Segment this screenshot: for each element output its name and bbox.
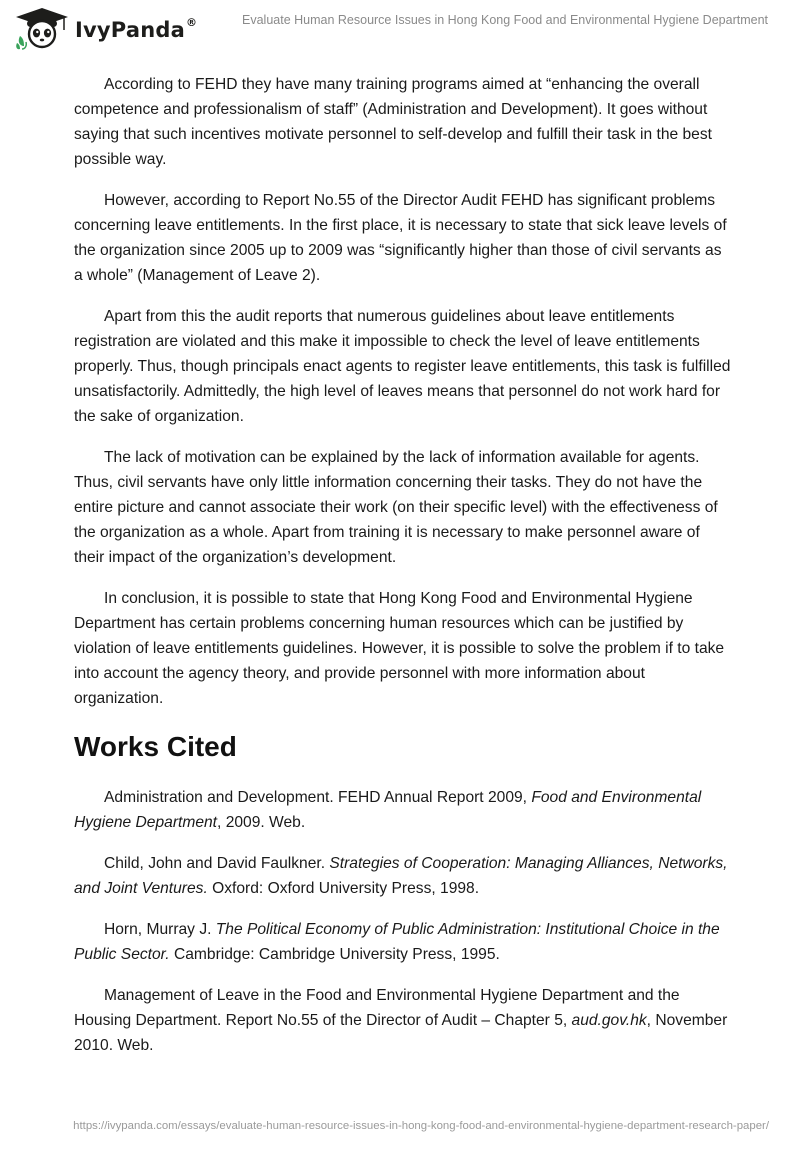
- citation-entry: Management of Leave in the Food and Environmental Hygiene Department and the Housing Department. Report No.55 of the Director of Audit – Chapter 5, aud.gov.hk, November 2010. Web.: [74, 987, 728, 1054]
- citation-entry: Child, John and David Faulkner. Strategies of Cooperation: Managing Alliances, Networks, and Joint Ventures. Oxford: Oxford University Press, 1998.: [74, 855, 728, 897]
- works-cited-heading: Works Cited: [74, 731, 237, 762]
- brand-name: IvyPanda®: [75, 16, 198, 42]
- source-url[interactable]: https://ivypanda.com/essays/evaluate-human-resource-issues-in-hong-kong-food-and-environmental-hygiene-department-research-paper/: [73, 1120, 769, 1132]
- page-header: [0, 0, 800, 56]
- document-title: Evaluate Human Resource Issues in Hong Kong Food and Environmental Hygiene Department: [242, 13, 768, 27]
- body-paragraph: The lack of motivation can be explained by the lack of information available for agents. Thus, civil servants have only little information concerning their tasks. They do not have the entire picture and cannot associate their work (on their specific level) with the effectiveness of the organization as a whole. Apart from training it is necessary to make personnel aware of their impact of the organization’s development.: [74, 449, 718, 566]
- citation-entry: Horn, Murray J. The Political Economy of Public Administration: Institutional Choice in the Public Sector. Cambridge: Cambridge University Press, 1995.: [74, 921, 720, 963]
- ivypanda-logo[interactable]: [14, 6, 197, 50]
- citation-entry: Administration and Development. FEHD Annual Report 2009, Food and Environmental Hygiene Department, 2009. Web.: [74, 789, 702, 831]
- body-paragraph: In conclusion, it is possible to state that Hong Kong Food and Environmental Hygiene Department has certain problems concerning human resources which can be justified by violation of leave entitlements guidelines. However, it is possible to solve the problem if to take into account the agency theory, and provide personnel with more information about organization.: [74, 590, 725, 707]
- body-paragraph: Apart from this the audit reports that numerous guidelines about leave entitlements registration are violated and this make it impossible to check the level of leave entitlements properly. Thus, though principals enact agents to register leave entitlements, this task is fulfilled unsatisfactorily. Admittedly, the high level of leaves means that personnel do not work hard for the sake of organization.: [74, 308, 731, 425]
- registered-mark: ®: [185, 16, 198, 29]
- panda-graduate-icon: [14, 6, 70, 50]
- essay-content: [74, 72, 734, 1074]
- body-paragraph: However, according to Report No.55 of the Director Audit FEHD has significant problems concerning leave entitlements. In the first place, it is necessary to state that sick leave levels of the organization since 2005 up to 2009 was “significantly higher than those of civil servants as a whole” (Management of Leave 2).: [74, 192, 727, 284]
- body-paragraph: According to FEHD they have many training programs aimed at “enhancing the overall competence and professionalism of staff” (Administration and Development). It goes without saying that such incentives motivate personnel to self-develop and fulfill their task in the best possible way.: [74, 76, 712, 168]
